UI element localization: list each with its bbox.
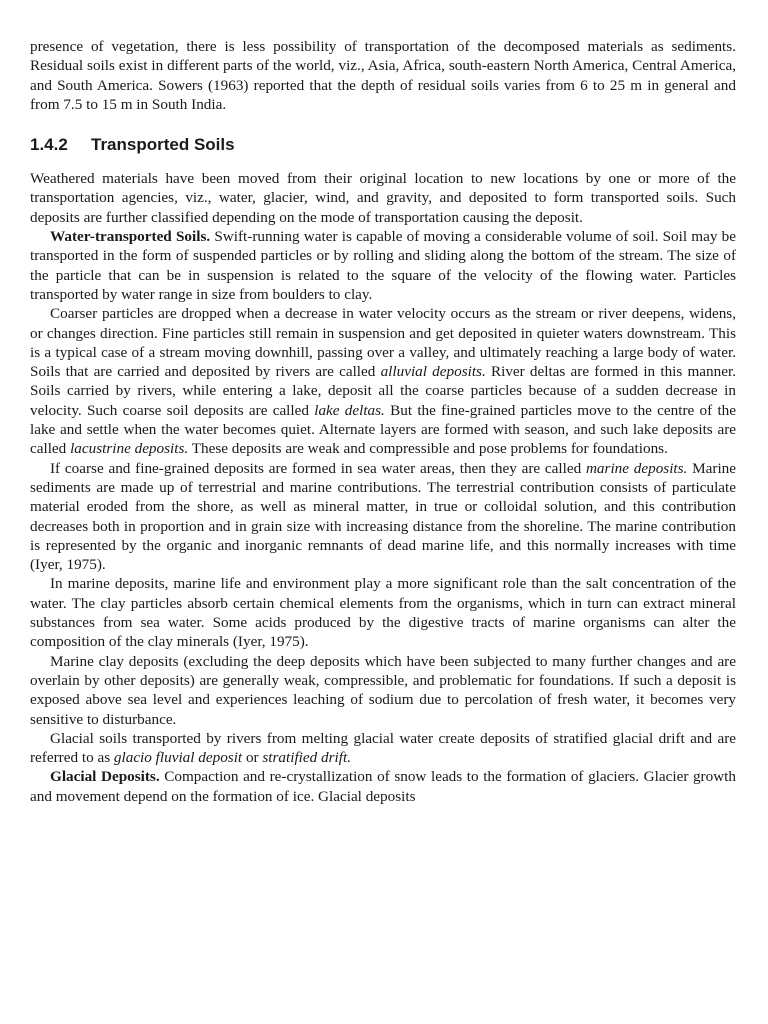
term-alluvial-deposits: alluvial deposits. (380, 363, 486, 381)
marine-text-2: Marine sediments are made up of terrestrial and marine contributions. The terrestrial contribution consists of particulate material eroded from the shore, as well as mineral matter, in true or colloidal solution, and this contribution decreases both in proportion and in grain size with increasing distance from the shoreline. The marine contribution is represented by the organic and inorganic remnants of dead marine life, and this normally increases with time (Iyer, 1975). (30, 459, 736, 574)
term-marine-deposits: marine deposits. (585, 459, 688, 477)
paragraph-marine-life: In marine deposits, marine life and environment play a more significant role than the salt concentration of the water. The clay particles absorb certain chemical elements from the organisms, which in turn can extract mineral substances from sea water. Some acids produced by the digestive tracts of marine organisms can alter the composition of the clay minerals (Iyer, 1975). (30, 575, 736, 651)
paragraph-marine-deposits (30, 459, 736, 575)
term-glacio-fluvial-deposit: glacio fluvial deposit (113, 749, 243, 767)
coarser-text-1: Coarser particles are dropped when a decrease in water velocity occurs as the stream or river deepens, widens, or changes direction. Fine particles still remain in suspension and get deposited in quieter waters downstream. This is a typical case of a stream moving downhill, passing over a valley, and ultimately reaching a large body of water. Soils that are carried and deposited by rivers are called (30, 305, 736, 381)
water-transported-lead: Water-transported Soils. (50, 228, 211, 246)
section-heading (30, 135, 736, 155)
term-lacustrine-deposits: lacustrine deposits. (70, 440, 189, 458)
coarser-text-4: These deposits are weak and compressible and pose problems for foundations. (188, 440, 668, 458)
coarser-text-2: River deltas are formed in this manner. Soils carried by rivers, while entering a lake, deposit all the coarse particles because of a sudden decrease in velocity. Such coarse soil deposits are called (30, 363, 736, 419)
water-transported-body: Swift-running water is capable of moving a considerable volume of soil. Soil may be transported in the form of suspended particles or by rolling and sliding along the bottom of the stream. The size of the particle that can be in suspension is related to the square of the velocity of the flowing water. Particles transported by water range in size from boulders to clay. (30, 228, 736, 303)
glacial-soils-text-1: Glacial soils transported by rivers from melting glacial water create deposits of stratified glacial drift and are referred to as (30, 729, 736, 767)
section-title: Transported Soils (91, 135, 235, 155)
glacial-soils-text-2: or (242, 749, 263, 767)
book-page (30, 37, 736, 806)
marine-text-1: If coarse and fine-grained deposits are formed in sea water areas, then they are called (50, 459, 586, 477)
paragraph-water-transported (30, 227, 736, 304)
term-lake-deltas: lake deltas. (314, 401, 385, 419)
coarser-text-3: But the fine-grained particles move to the centre of the lake and settle when the water becomes quiet. Alternate layers are formed with season, and such lake deposits are called (30, 401, 736, 458)
paragraph-coarser-particles (30, 304, 736, 458)
glacial-deposits-lead: Glacial Deposits. (50, 768, 160, 786)
paragraph-glacial-soils (30, 729, 736, 768)
glacial-deposits-body: Compaction and re-crystallization of snow leads to the formation of glaciers. Glacier growth and movement depend on the formation of ice. Glacial deposits (30, 768, 736, 805)
paragraph-marine-clay: Marine clay deposits (excluding the deep deposits which have been subjected to many further changes and are overlain by other deposits) are generally weak, compressible, and problematic for foundations. If such a deposit is exposed above sea level and experiences leaching of sodium due to percolation of fresh water, it becomes very sensitive to disturbance. (30, 652, 736, 728)
paragraph-glacial-deposits (30, 767, 736, 806)
paragraph-residual-soils: presence of vegetation, there is less possibility of transportation of the decomposed materials as sediments. Residual soils exist in different parts of the world, viz., Asia, Africa, south-eastern North America, Central America, and South America. Sowers (1963) reported that the depth of residual soils varies from 6 to 25 m in general and from 7.5 to 15 m in South India. (30, 38, 736, 113)
term-stratified-drift: stratified drift. (262, 749, 351, 767)
section-number: 1.4.2 (30, 135, 68, 155)
paragraph-weathered-materials: Weathered materials have been moved from their original location to new locations by one or more of the transportation agencies, viz., water, glacier, wind, and gravity, and deposited to form transported soils. Such deposits are further classified depending on the mode of transportation causing the deposit. (30, 170, 736, 226)
